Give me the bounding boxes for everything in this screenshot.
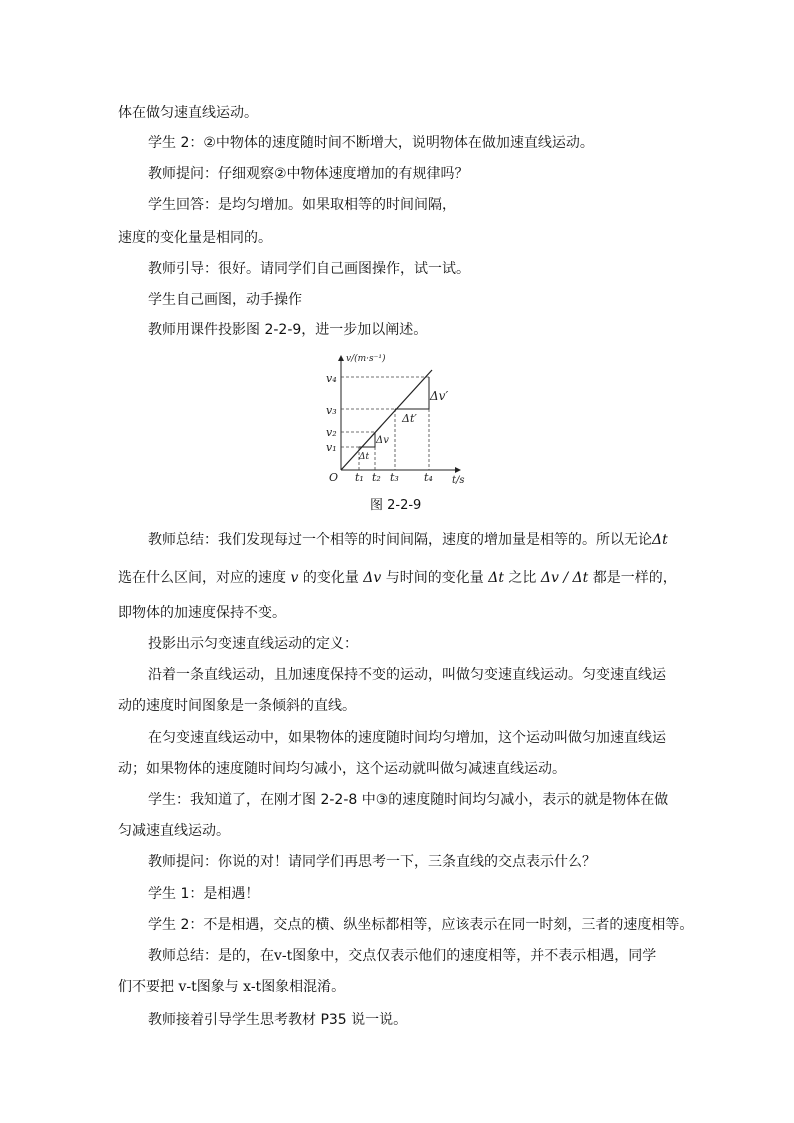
t4-label: t₄ xyxy=(424,471,433,484)
text-segment: 图象中，交点仅表示他们的速度相等，并不表示相遇，同学 xyxy=(292,948,657,964)
text-segment: 图象相混淆。 xyxy=(261,979,346,995)
y-axis-label: v/(m·s⁻¹) xyxy=(346,354,386,364)
t1-label: t₁ xyxy=(355,471,364,484)
math-vt: v-t xyxy=(178,979,197,995)
text-line: 沿着一条直线运动，且加速度保持不变的运动，叫做匀变速直线运动。匀变速直线运 xyxy=(148,667,666,683)
text-line: 教师提问：你说的对！请同学们再思考一下，三条直线的交点表示什么？ xyxy=(148,854,596,870)
x-axis-label: t/s xyxy=(452,475,465,486)
delta-t-prime-label: Δt′ xyxy=(402,412,417,425)
figure-caption: 图 2-2-9 xyxy=(370,498,422,513)
text-line xyxy=(148,530,668,550)
text-line: 动；如果物体的速度随时间均匀减小，这个运动就叫做匀减速直线运动。 xyxy=(118,761,566,777)
text-line: 教师引导：很好。请同学们自己画图操作，试一试。 xyxy=(148,261,470,277)
v2-label: v₂ xyxy=(326,426,337,439)
text-segment: 选在什么区间，对应的速度 xyxy=(118,570,286,586)
origin-label: O xyxy=(329,471,339,484)
text-segment: 与时间的变化量 xyxy=(385,570,484,586)
math-vt: v-t xyxy=(274,948,293,964)
velocity-time-graph xyxy=(322,350,472,488)
text-segment: 的变化量 xyxy=(302,570,359,586)
velocity-line xyxy=(341,370,432,470)
text-line: 学生自己画图，动手操作 xyxy=(148,292,302,308)
text-segment: 教师总结：是的，在 xyxy=(148,948,274,964)
text-line: 投影出示匀变速直线运动的定义： xyxy=(148,636,358,652)
text-line xyxy=(118,568,677,588)
text-line: 教师接着引导学生思考教材 P35 说一说。 xyxy=(148,1012,408,1028)
v3-label: v₃ xyxy=(326,404,337,417)
text-line: 匀减速直线运动。 xyxy=(118,823,230,839)
text-segment: 们不要把 xyxy=(118,979,174,995)
text-line: 学生回答：是均匀增加。如果取相等的时间间隔， xyxy=(148,197,456,213)
delta-t-label: Δt xyxy=(359,452,370,462)
text-segment: 都是一样的， xyxy=(592,570,677,586)
text-line: 体在做匀速直线运动。 xyxy=(118,105,258,121)
math-ratio: Δv / Δt xyxy=(540,570,589,586)
text-line xyxy=(118,977,345,997)
delta-v-prime-label: Δv′ xyxy=(430,389,449,403)
text-line: 学生 2：不是相遇，交点的横、纵坐标都相等，应该表示在同一时刻，三者的速度相等。 xyxy=(148,917,694,933)
text-line: 动的速度时间图象是一条倾斜的直线。 xyxy=(118,698,356,714)
text-line xyxy=(148,946,656,966)
t2-label: t₂ xyxy=(372,471,381,484)
math-delta-t: Δt xyxy=(652,532,668,548)
text-line: 速度的变化量是相同的。 xyxy=(118,230,272,246)
text-segment: 教师总结：我们发现每过一个相等的时间间隔，速度的增加量是相等的。所以无论 xyxy=(148,532,652,548)
text-line: 学生 1：是相遇！ xyxy=(148,886,260,902)
text-segment: 图象与 xyxy=(196,979,239,995)
delta-v-label: Δv xyxy=(376,435,389,446)
text-line: 教师用课件投影图 2-2-9，进一步加以阐述。 xyxy=(148,322,428,338)
math-v: v xyxy=(290,570,299,586)
text-line: 教师提问：仔细观察②中物体速度增加的有规律吗？ xyxy=(148,166,469,182)
v4-label: v₄ xyxy=(326,372,337,385)
t3-label: t₃ xyxy=(390,471,399,484)
math-delta-t: Δt xyxy=(488,570,504,586)
math-delta-v: Δv xyxy=(363,570,382,586)
text-line: 学生 2：②中物体的速度随时间不断增大，说明物体在做加速直线运动。 xyxy=(148,135,594,151)
v1-label: v₁ xyxy=(326,441,337,454)
text-line: 即物体的加速度保持不变。 xyxy=(118,605,286,621)
text-line: 在匀变速直线运动中，如果物体的速度随时间均匀增加，这个运动叫做匀加速直线运 xyxy=(148,730,666,746)
text-line: 学生：我知道了，在刚才图 2-2-8 中③的速度随时间均匀减小，表示的就是物体在做 xyxy=(148,792,669,808)
math-xt: x-t xyxy=(243,979,262,995)
text-segment: 之比 xyxy=(508,570,537,586)
